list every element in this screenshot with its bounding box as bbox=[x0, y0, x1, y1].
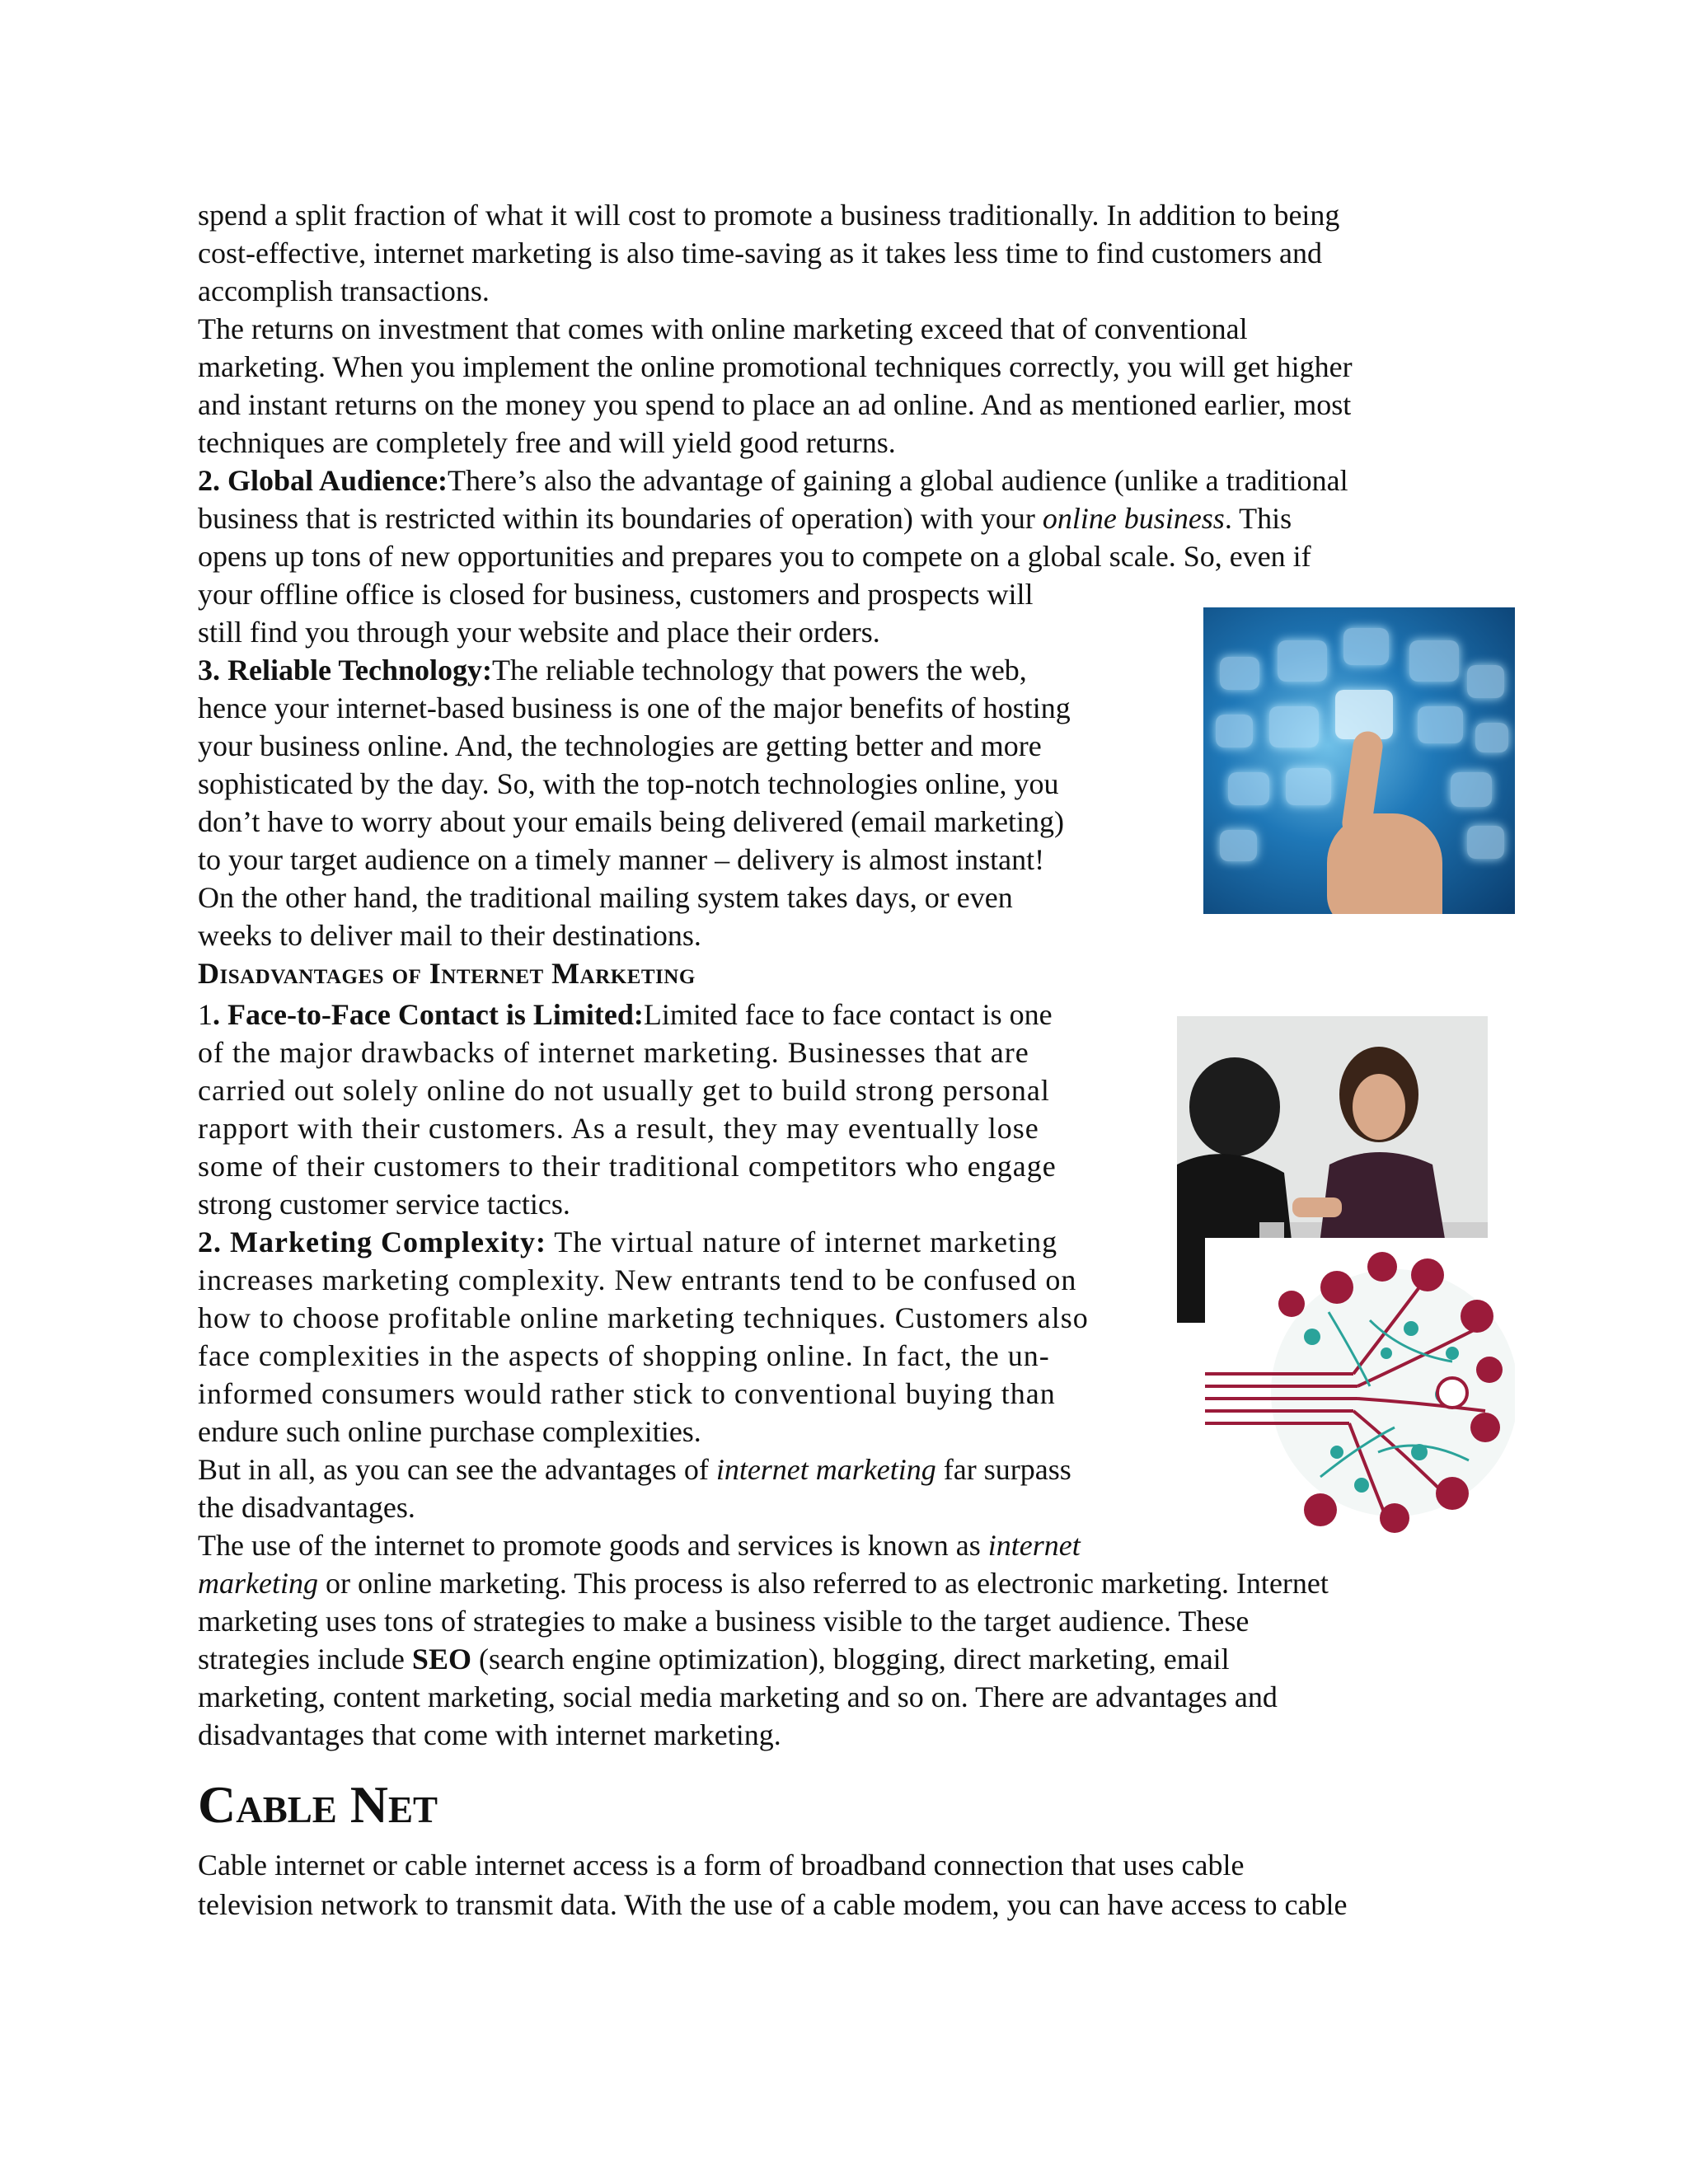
body-text: television network to transmit data. With the use of a cable modem, you can have access to cable bbox=[198, 1888, 1348, 1921]
body-text: and instant returns on the money you spend to place an ad online. And as mentioned earlier, most bbox=[198, 388, 1352, 421]
body-text: your business online. And, the technologies are getting better and more bbox=[198, 729, 1042, 762]
body-text: marketing or online marketing. This process is also referred to as electronic marketing. Internet bbox=[198, 1567, 1329, 1600]
body-text: strategies include SEO (search engine optimization), blogging, direct marketing, email bbox=[198, 1643, 1230, 1675]
social-media-network-image bbox=[1205, 1238, 1515, 1548]
face-contact-label: . Face-to-Face Contact is Limited: bbox=[213, 998, 644, 1031]
seo-term: SEO bbox=[411, 1643, 471, 1675]
body-text: rapport with their customers. As a result, they may eventually lose bbox=[198, 1112, 1039, 1145]
body-text: carried out solely online do not usually get to build strong personal bbox=[198, 1074, 1050, 1107]
body-text: marketing, content marketing, social media marketing and so on. There are advantages and bbox=[198, 1680, 1278, 1713]
body-text: But in all, as you can see the advantages of internet marketing far surpass bbox=[198, 1453, 1071, 1486]
body-text: techniques are completely free and will yield good returns. bbox=[198, 426, 896, 459]
body-text: On the other hand, the traditional mailing system takes days, or even bbox=[198, 881, 1013, 914]
body-text: still find you through your website and place their orders. bbox=[198, 616, 880, 649]
body-text: disadvantages that come with internet marketing. bbox=[198, 1718, 781, 1751]
body-text: your offline office is closed for business, customers and prospects will bbox=[198, 578, 1034, 611]
body-text: spend a split fraction of what it will cost to promote a business traditionally. In addition to being bbox=[198, 199, 1340, 232]
body-text: the disadvantages. bbox=[198, 1491, 415, 1524]
body-text: marketing uses tons of strategies to make a business visible to the target audience. These bbox=[198, 1605, 1250, 1638]
section-heading-large: Cable Net bbox=[198, 1775, 438, 1834]
section-heading: Disadvantages of Internet Marketing bbox=[198, 957, 696, 990]
complexity-line: 2. Marketing Complexity: The virtual nature of internet marketing bbox=[198, 1226, 1058, 1258]
body-text: The use of the internet to promote goods and services is known as internet bbox=[198, 1529, 1081, 1562]
body-text: weeks to deliver mail to their destinations. bbox=[198, 919, 701, 952]
global-audience-line: 2. Global Audience:There’s also the advantage of gaining a global audience (unlike a traditional bbox=[198, 464, 1348, 497]
body-text: don’t have to worry about your emails being delivered (email marketing) bbox=[198, 805, 1065, 838]
body-text: cost-effective, internet marketing is also time-saving as it takes less time to find customers and bbox=[198, 237, 1322, 269]
global-audience-label: 2. Global Audience: bbox=[198, 464, 448, 497]
body-text: opens up tons of new opportunities and prepares you to compete on a global scale. So, even if bbox=[198, 540, 1311, 573]
complexity-label: 2. Marketing Complexity: bbox=[198, 1226, 546, 1258]
body-text: accomplish transactions. bbox=[198, 274, 490, 307]
body-text: strong customer service tactics. bbox=[198, 1188, 570, 1221]
body-text: increases marketing complexity. New entrants tend to be confused on bbox=[198, 1263, 1077, 1296]
face-contact-line: 1. Face-to-Face Contact is Limited:Limited face to face contact is one bbox=[198, 998, 1053, 1031]
reliable-technology-label: 3. Reliable Technology: bbox=[198, 654, 493, 687]
body-text: of the major drawbacks of internet marketing. Businesses that are bbox=[198, 1036, 1029, 1069]
body-text: to your target audience on a timely manner – delivery is almost instant! bbox=[198, 843, 1045, 876]
body-text: hence your internet-based business is one of the major benefits of hosting bbox=[198, 691, 1071, 724]
body-text: The returns on investment that comes with online marketing exceed that of conventional bbox=[198, 312, 1248, 345]
reliable-technology-line: 3. Reliable Technology:The reliable technology that powers the web, bbox=[198, 654, 1027, 687]
social-network-illustration bbox=[1205, 1238, 1515, 1548]
body-text: marketing. When you implement the online promotional techniques correctly, you will get higher bbox=[198, 350, 1353, 383]
body-text: face complexities in the aspects of shopping online. In fact, the un- bbox=[198, 1339, 1050, 1372]
body-text: some of their customers to their traditional competitors who engage bbox=[198, 1150, 1057, 1183]
body-text: endure such online purchase complexities. bbox=[198, 1415, 701, 1448]
body-text: how to choose profitable online marketing techniques. Customers also bbox=[198, 1301, 1089, 1334]
touchscreen-image bbox=[1203, 607, 1515, 914]
body-text: business that is restricted within its boundaries of operation) with your online business. This bbox=[198, 502, 1292, 535]
body-text: informed consumers would rather stick to conventional buying than bbox=[198, 1377, 1056, 1410]
body-text: Cable internet or cable internet access is a form of broadband connection that uses cable bbox=[198, 1849, 1245, 1882]
body-text: sophisticated by the day. So, with the top-notch technologies online, you bbox=[198, 767, 1059, 800]
